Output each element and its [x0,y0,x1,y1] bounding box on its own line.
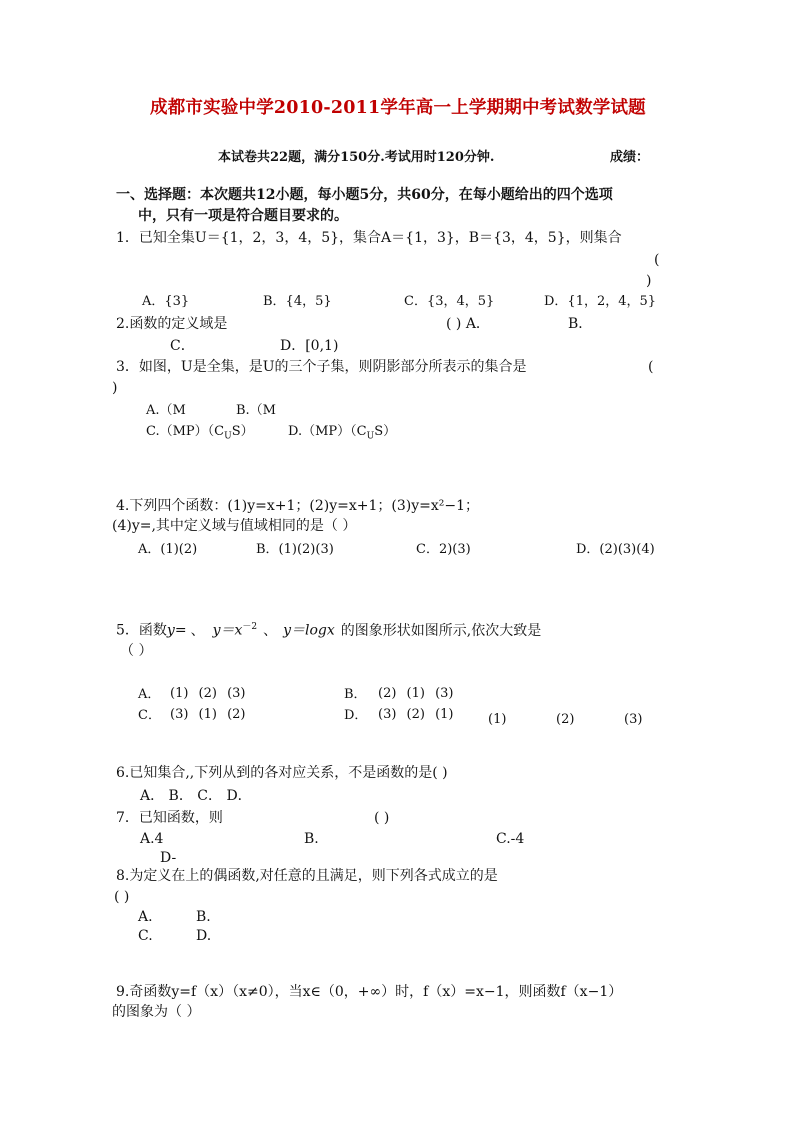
q5-stem: 5．函数y= 、 $y=x^{-2}$ 、 y＝logx 的图象形状如图所示,依次大致是 [116,622,542,639]
q3-stem: 3．如图，U是全集，是U的三个子集，则阴影部分所表示的集合是 [116,359,527,375]
q2-paren-a: ( ) A． [446,316,490,332]
q2-stem: 2.函数的定义域是 [116,316,228,332]
q7-option-d: D- [160,850,177,866]
q5-option-a-label: A． [138,687,161,702]
q8-paren: ( ) [114,889,130,905]
q9-line1: 9.奇函数y=f（x）（x≠0），当x∈（0，+∞）时，f（x）=x−1，则函数f（x−1） [116,984,623,1000]
q3-paren-open: ( [648,359,654,375]
q1-paren-open: ( [654,252,660,268]
q5-option-d-label: D． [344,708,368,723]
q2-option-c: C． [170,338,195,354]
q1-option-d: D．{1，2，4，5} [544,294,657,309]
q3-option-d: $D.(MP)(C_US)$ [288,424,397,442]
q2-option-b: B． [568,316,593,332]
q8-option-b: B. [196,909,211,925]
q5-option-a: (1) (2) (3) [170,686,246,701]
q8-option-a: A. [138,909,153,925]
q5-option-b-label: B． [344,687,367,702]
q1-paren-close: ) [646,273,652,289]
q2-option-d: D．[0,1) [280,338,339,354]
q1-option-c: C．{3，4，5} [404,294,495,309]
q3-option-c: $C.(MP)(C_US)$ [146,424,254,442]
q5-option-d: (3) (2) (1) [378,707,454,722]
q8-option-c: C. [138,928,153,944]
exam-info: 本试卷共22题，满分150分.考试用时120分钟. [218,150,495,165]
q6-stem: 6.已知集合,,下列从到的各对应关系，不是函数的是( ) [116,765,448,781]
q4-option-a: A．(1)(2) [138,542,198,557]
q5-figure-label-1: (1) [488,712,507,727]
q7-stem: 7．已知函数，则 [116,810,223,826]
q4-line1: 4.下列四个函数：(1)y=x+1；(2)y=x+1；(3)y=x²−1； [116,498,479,514]
q8-option-d: D. [196,928,212,944]
q5-figure-label-2: (2) [556,712,575,727]
q5-paren: （ ） [120,643,153,659]
q3-option-b: B.（M [236,403,276,418]
score-label: 成绩： [610,150,650,165]
q7-option-b: B. [304,831,319,847]
q5-option-c-label: C． [138,708,161,723]
q1-option-b: B．{4，5} [263,294,332,309]
q5-figure-label-3: (3) [624,712,643,727]
q7-paren: ( ) [374,810,390,826]
q5-option-b: (2) (1) (3) [378,686,454,701]
q3-option-a: A.（M [146,403,186,418]
q7-option-c: C.-4 [496,831,525,847]
q5-option-c: (3) (1) (2) [170,707,246,722]
q9-line2: 的图象为（ ） [112,1004,201,1020]
q4-option-d: D．(2)(3)(4) [576,542,655,557]
q3-paren-close: ) [112,380,118,396]
page-title: 成都市实验中学2010-2011学年高一上学期期中考试数学试题 [150,98,646,118]
q4-line2: (4)y=,其中定义域与值域相同的是（ ） [112,518,357,534]
q6-options: A． B． C． D． [140,788,252,804]
section-heading-line1: 一、选择题：本次题共12小题，每小题5分，共60分，在每小题给出的四个选项 [116,187,613,203]
q1-option-a: A．{3} [142,294,190,309]
q8-stem: 8.为定义在上的偶函数,对任意的且满足，则下列各式成立的是 [116,868,498,884]
section-heading-line2: 中，只有一项是符合题目要求的。 [138,208,348,224]
q7-option-a: A.4 [140,831,164,847]
q1-stem: 1．已知全集U＝{1，2，3，4，5}，集合A＝{1，3}，B＝{3，4，5}，则集合 [116,230,622,246]
q4-option-c: C．2)(3) [416,542,471,557]
q4-option-b: B．(1)(2)(3) [256,542,334,557]
